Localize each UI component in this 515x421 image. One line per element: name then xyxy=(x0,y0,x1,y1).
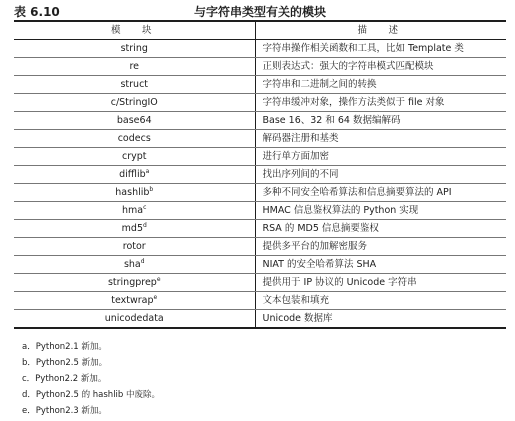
module-name: md5 xyxy=(121,223,144,234)
table-caption xyxy=(14,2,506,22)
footnote: e．Python2.3 新加。 xyxy=(22,406,107,416)
module-name: re xyxy=(129,61,140,72)
table-row xyxy=(14,166,506,184)
column-header-module: 模 块 xyxy=(14,21,255,40)
footnote-marker: d xyxy=(140,257,145,265)
description-cell: 文本包装和填充 xyxy=(255,292,506,310)
description-cell: 字符串操作相关函数和工具，比如 Template 类 xyxy=(255,40,506,58)
module-name: stringprep xyxy=(107,277,157,288)
module-cell xyxy=(14,130,255,148)
table-row xyxy=(14,148,506,166)
table-row xyxy=(14,310,506,329)
footnote-marker: a xyxy=(145,167,150,175)
module-cell xyxy=(14,40,255,58)
table-row xyxy=(14,94,506,112)
table-number: 表 6.10 xyxy=(14,5,60,19)
table-row xyxy=(14,40,506,58)
header-row xyxy=(14,21,506,40)
modules-table xyxy=(14,20,506,329)
module-cell xyxy=(14,184,255,202)
module-cell xyxy=(14,256,255,274)
module-cell xyxy=(14,310,255,329)
table-row xyxy=(14,184,506,202)
table-row xyxy=(14,58,506,76)
module-cell xyxy=(14,202,255,220)
description-cell: NIAT 的安全哈希算法 SHA xyxy=(255,256,506,274)
description-cell: Base 16、32 和 64 数据编解码 xyxy=(255,112,506,130)
module-cell xyxy=(14,274,255,292)
module-cell xyxy=(14,58,255,76)
module-cell xyxy=(14,112,255,130)
module-cell xyxy=(14,166,255,184)
description-cell: 字符串和二进制之间的转换 xyxy=(255,76,506,94)
module-name: hashlib xyxy=(115,187,150,198)
module-name: c/StringIO xyxy=(110,97,158,108)
module-cell xyxy=(14,292,255,310)
module-cell xyxy=(14,76,255,94)
description-cell: 提供用于 IP 协议的 Unicode 字符串 xyxy=(255,274,506,292)
description-cell: 字符串缓冲对象，操作方法类似于 file 对象 xyxy=(255,94,506,112)
footnote-marker: e xyxy=(153,293,158,301)
description-cell: 找出序列间的不同 xyxy=(255,166,506,184)
module-name: hma xyxy=(122,205,144,216)
module-name: textwrap xyxy=(111,295,154,306)
table-row xyxy=(14,220,506,238)
description-cell: 解码器注册和基类 xyxy=(255,130,506,148)
description-cell: 正则表达式：强大的字符串模式匹配模块 xyxy=(255,58,506,76)
description-cell: Unicode 数据库 xyxy=(262,313,333,324)
table-title: 与字符串类型有关的模块 xyxy=(193,5,326,19)
table-row xyxy=(14,202,506,220)
table-row xyxy=(14,274,506,292)
description-cell: HMAC 信息鉴权算法的 Python 实现 xyxy=(255,202,506,220)
module-name: codecs xyxy=(117,133,151,144)
footnotes xyxy=(22,339,160,419)
module-name: base64 xyxy=(116,115,152,126)
footnote: c．Python2.2 新加。 xyxy=(22,374,107,384)
module-cell xyxy=(14,238,255,256)
table-row xyxy=(14,238,506,256)
module-cell xyxy=(14,148,255,166)
description-cell: 进行单方面加密 xyxy=(255,148,506,166)
footnote-marker: c xyxy=(143,203,147,211)
table-body xyxy=(14,40,506,329)
description-cell: RSA 的 MD5 信息摘要鉴权 xyxy=(255,220,506,238)
module-cell xyxy=(14,220,255,238)
table-row xyxy=(14,256,506,274)
footnote-marker: e xyxy=(156,275,161,283)
description-cell: 多种不同安全哈希算法和信息摘要算法的 API xyxy=(255,184,506,202)
footnote: b．Python2.5 新加。 xyxy=(22,358,108,368)
module-name: sha xyxy=(123,259,141,270)
module-cell xyxy=(14,94,255,112)
table-row xyxy=(14,112,506,130)
table-row xyxy=(14,292,506,310)
footnote-marker: b xyxy=(149,185,154,193)
module-name: crypt xyxy=(121,151,147,162)
column-header-description: 描 述 xyxy=(255,21,506,40)
footnote: d．Python2.5 的 hashlib 中废除。 xyxy=(22,390,161,400)
footnote-marker: d xyxy=(143,221,147,229)
module-name: difflib xyxy=(119,169,146,180)
module-name: struct xyxy=(120,79,149,90)
module-name: rotor xyxy=(122,241,146,252)
footnote: a．Python2.1 新加。 xyxy=(22,342,107,352)
description-cell: 提供多平台的加解密服务 xyxy=(255,238,506,256)
table-row xyxy=(14,76,506,94)
module-name: unicodedata xyxy=(104,313,164,324)
module-name: string xyxy=(120,43,148,54)
table-row xyxy=(14,130,506,148)
